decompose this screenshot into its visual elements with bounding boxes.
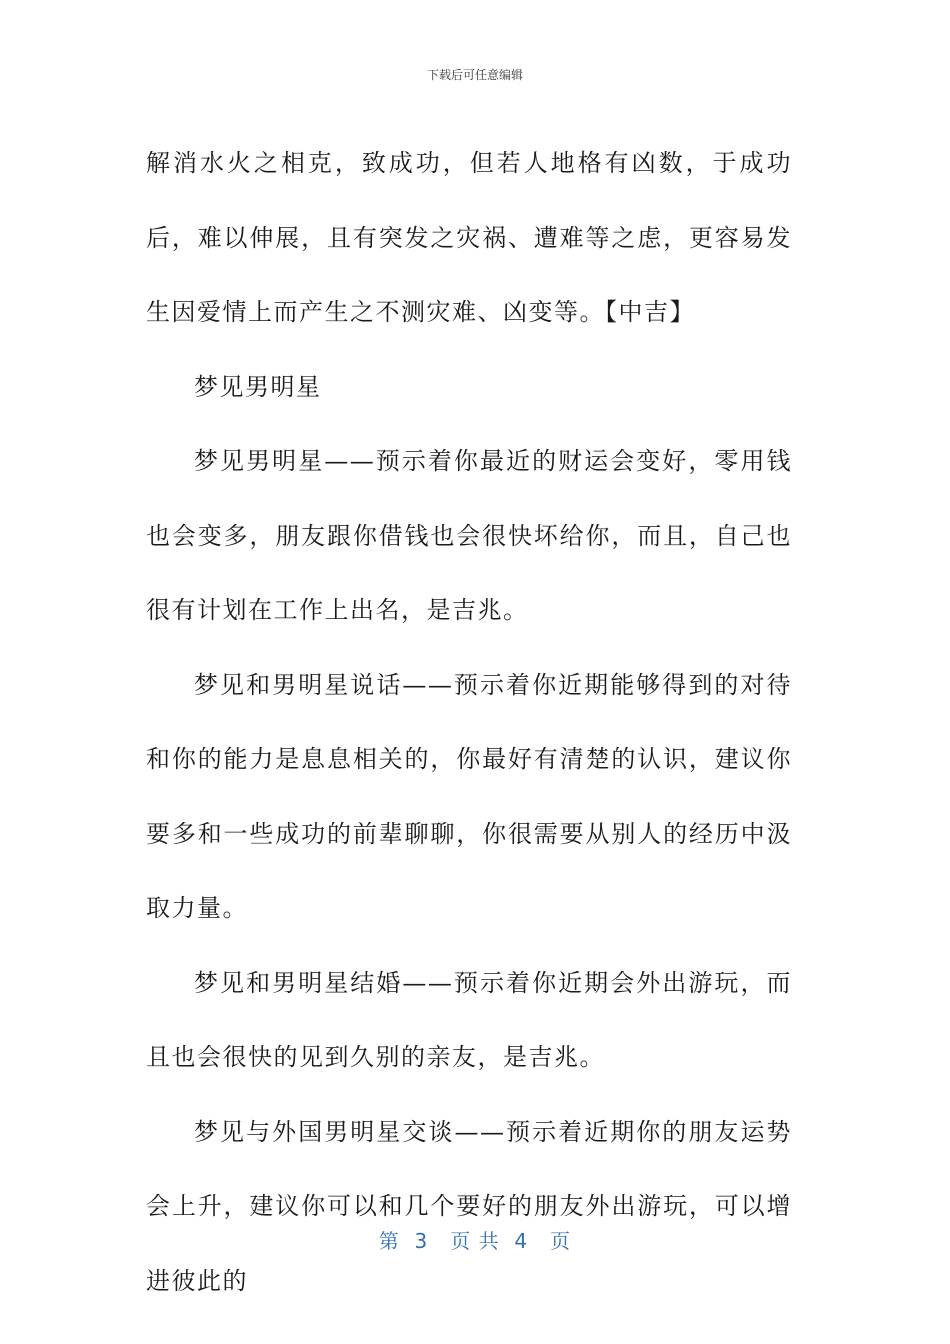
paragraph: 梦见和男明星说话——预示着你近期能够得到的对待和你的能力是息息相关的，你最好有清楚的认识，建议你要多和一些成功的前辈聊聊，你很需要从别人的经历中汲取力量。 [146, 670, 792, 922]
paragraph: 梦见男明星——预示着你最近的财运会变好，零用钱也会变多，朋友跟你借钱也会很快坏给你，而且，自己也很有计划在工作上出名，是吉兆。 [146, 447, 792, 624]
paragraph-continuation: 解消水火之相克，致成功，但若人地格有凶数，于成功后，难以伸展，且有突发之灾祸、遭难等之虑，更容易发生因爱情上而产生之不测灾难、凶变等。【中吉】 [146, 149, 792, 326]
document-body [146, 126, 792, 1318]
paragraph: 梦见和男明星结婚——预示着你近期会外出游玩，而且也会很快的见到久别的亲友，是吉兆。 [146, 968, 792, 1071]
paragraph: 梦见与外国男明星交谈——预示着近期你的朋友运势会上升，建议你可以和几个要好的朋友外出游玩，可以增进彼此的 [146, 1117, 792, 1295]
page-number-footer: 第 3 页 共 4 页 [378, 1229, 572, 1253]
page-header: 下载后可任意编辑 [426, 68, 523, 82]
section-heading: 梦见男明星 [194, 372, 322, 401]
